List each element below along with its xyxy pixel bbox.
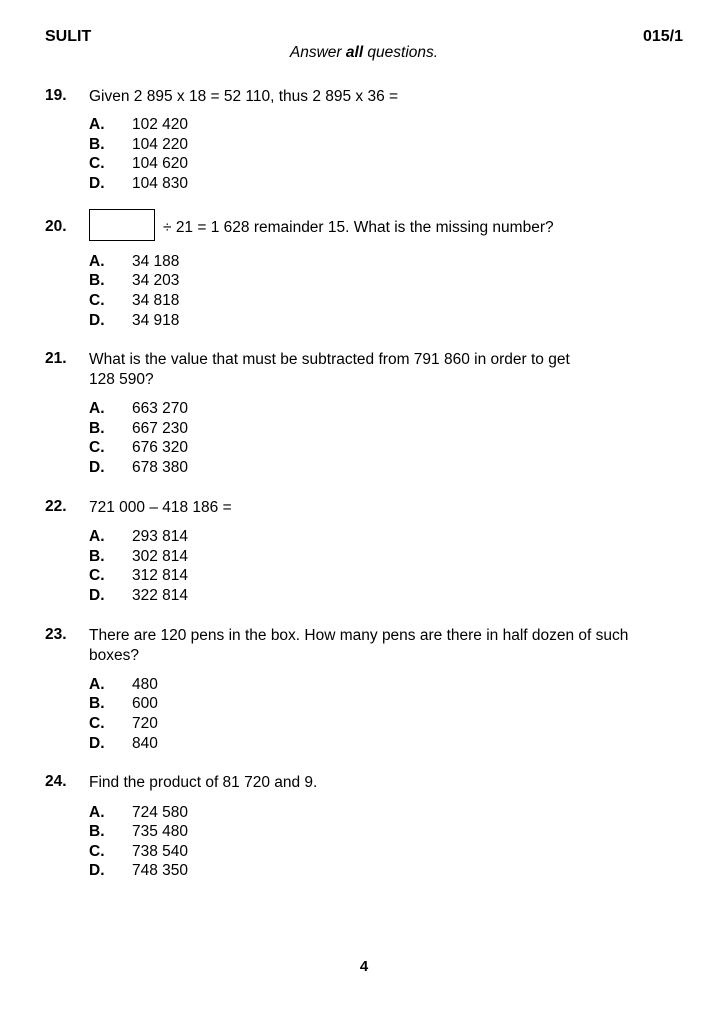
instruction-bold: all	[345, 44, 364, 61]
option	[89, 271, 179, 291]
missing-number-box	[89, 209, 155, 241]
option-letter: B.	[89, 272, 105, 289]
question-text: 721 000 – 418 186 =	[89, 499, 232, 516]
option	[89, 675, 158, 695]
option-value: 663 270	[132, 400, 189, 417]
option-letter: D.	[89, 862, 105, 879]
option	[89, 586, 188, 606]
instruction-pre: Answer	[289, 44, 346, 61]
option-letter: D.	[89, 735, 105, 752]
option	[89, 734, 158, 754]
option	[89, 438, 188, 458]
option-letter: B.	[89, 823, 105, 840]
option-letter: A.	[89, 676, 105, 693]
option-value: 293 814	[132, 528, 189, 545]
option-letter: C.	[89, 567, 105, 584]
question-text-line2: 128 590?	[89, 371, 154, 388]
option-letter: B.	[89, 548, 105, 565]
question-text-line1: What is the value that must be subtracted from 791 860 in order to get	[89, 351, 570, 368]
question-text-line2: boxes?	[89, 647, 139, 664]
option-value: 34 918	[132, 312, 180, 329]
option-letter: A.	[89, 116, 105, 133]
option-letter: D.	[89, 459, 105, 476]
question-text: ÷ 21 = 1 628 remainder 15. What is the missing number?	[163, 219, 554, 236]
option-letter: D.	[89, 312, 105, 329]
option-letter: A.	[89, 804, 105, 821]
option	[89, 419, 188, 439]
option	[89, 714, 158, 734]
option-value: 34 188	[132, 253, 180, 270]
option-value: 676 320	[132, 439, 189, 456]
option	[89, 547, 188, 567]
header-paper-code: 015/1	[642, 28, 683, 45]
option-letter: A.	[89, 253, 105, 270]
option	[89, 694, 158, 714]
option	[89, 566, 188, 586]
option-value: 678 380	[132, 459, 189, 476]
option-letter: B.	[89, 420, 105, 437]
option-value: 322 814	[132, 587, 189, 604]
option	[89, 135, 188, 155]
option	[89, 803, 188, 823]
option-value: 302 814	[132, 548, 189, 565]
option	[89, 252, 179, 272]
option-letter: D.	[89, 587, 105, 604]
option-letter: C.	[89, 292, 105, 309]
option-value: 748 350	[132, 862, 189, 879]
option-value: 104 220	[132, 136, 189, 153]
question-number: 23.	[45, 626, 67, 643]
option-value: 667 230	[132, 420, 189, 437]
option	[89, 527, 188, 547]
option	[89, 458, 188, 478]
option-value: 720	[132, 715, 158, 732]
option-letter: D.	[89, 175, 105, 192]
option-letter: C.	[89, 155, 105, 172]
instruction	[0, 44, 728, 62]
question-text: Find the product of 81 720 and 9.	[89, 774, 318, 791]
option-letter: C.	[89, 439, 105, 456]
question-number: 19.	[45, 87, 67, 104]
option-value: 840	[132, 735, 158, 752]
instruction-post: questions.	[363, 44, 439, 61]
option	[89, 291, 179, 311]
question-text-line1: There are 120 pens in the box. How many pens are there in half dozen of such	[89, 627, 629, 644]
option-value: 104 620	[132, 155, 189, 172]
option	[89, 311, 179, 331]
option	[89, 842, 188, 862]
option-value: 735 480	[132, 823, 189, 840]
question-number: 24.	[45, 773, 67, 790]
header-classification: SULIT	[45, 28, 92, 45]
option	[89, 115, 188, 135]
option-letter: C.	[89, 843, 105, 860]
page-number: 4	[359, 958, 369, 975]
question-number: 21.	[45, 350, 67, 367]
option-value: 480	[132, 676, 158, 693]
option	[89, 861, 188, 881]
option-letter: A.	[89, 400, 105, 417]
question-number: 20.	[45, 218, 67, 235]
option-letter: C.	[89, 715, 105, 732]
option-value: 34 203	[132, 272, 180, 289]
option-value: 600	[132, 695, 158, 712]
option	[89, 822, 188, 842]
option-value: 312 814	[132, 567, 189, 584]
question-number: 22.	[45, 498, 67, 515]
option-value: 102 420	[132, 116, 189, 133]
question-text: Given 2 895 x 18 = 52 110, thus 2 895 x 36 =	[89, 88, 399, 105]
option	[89, 154, 188, 174]
option-value: 34 818	[132, 292, 180, 309]
option-letter: A.	[89, 528, 105, 545]
option-value: 724 580	[132, 804, 189, 821]
option	[89, 399, 188, 419]
option-value: 104 830	[132, 175, 189, 192]
option-value: 738 540	[132, 843, 189, 860]
option-letter: B.	[89, 695, 105, 712]
option-letter: B.	[89, 136, 105, 153]
option	[89, 174, 188, 194]
